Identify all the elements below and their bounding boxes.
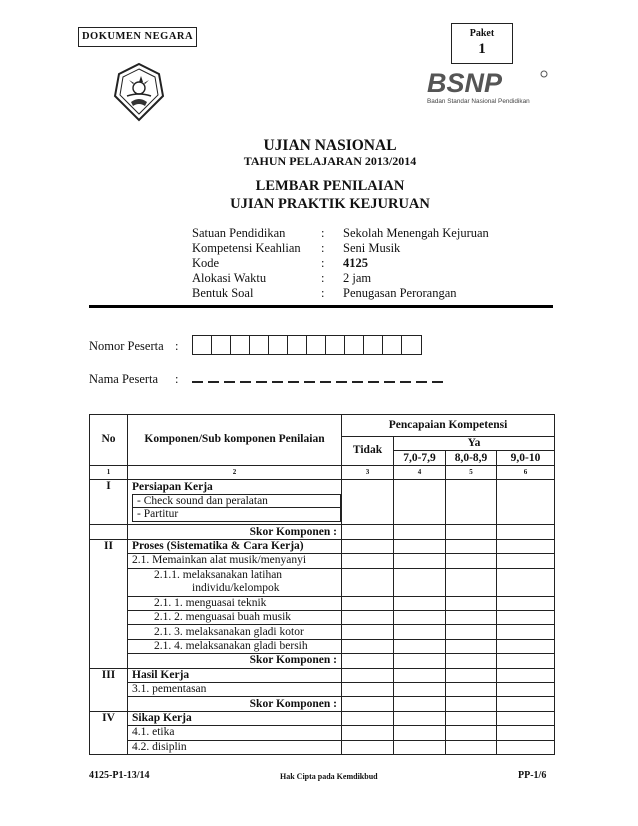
score-cell[interactable]	[497, 539, 555, 553]
info-key: Satuan Pendidikan	[192, 226, 286, 240]
paket-box	[451, 23, 513, 64]
paket-label: Paket	[469, 28, 495, 39]
info-key: Alokasi Waktu	[192, 271, 267, 285]
digit-box[interactable]	[288, 336, 307, 354]
score-cell[interactable]	[394, 740, 446, 754]
score-cell[interactable]	[394, 697, 446, 711]
score-cell[interactable]	[394, 480, 446, 525]
section-title: Hasil Kerja	[128, 668, 342, 682]
item-label: - Partitur	[132, 508, 341, 522]
score-cell[interactable]	[446, 668, 497, 682]
item-label: 2.1. 2. menguasai buah musik	[128, 611, 342, 625]
info-sep: :	[321, 286, 325, 300]
header-range: 7,0-7,9	[394, 451, 446, 465]
table-row	[128, 494, 342, 508]
header-ya: Ya	[394, 437, 555, 451]
section-number: III	[90, 668, 128, 711]
empty-cell	[90, 525, 128, 539]
info-row	[192, 241, 522, 256]
item-label: 3.1. pementasan	[128, 682, 342, 696]
nomor-peserta-sep: :	[175, 339, 179, 353]
info-row	[192, 286, 522, 301]
digit-box[interactable]	[364, 336, 383, 354]
score-cell[interactable]	[394, 539, 446, 553]
score-cell[interactable]	[497, 682, 555, 696]
footer-copyright: Hak Cipta pada Kemdikbud	[280, 772, 378, 781]
assessment-table	[89, 414, 555, 755]
skor-label: Skor Komponen :	[128, 697, 342, 711]
score-cell[interactable]	[497, 654, 555, 668]
item-label-line1: 2.1.1. melaksanakan latihan	[154, 569, 283, 582]
nomor-peserta-boxes[interactable]	[192, 335, 422, 355]
header-range: 8,0-8,9	[446, 451, 497, 465]
score-cell[interactable]	[394, 596, 446, 610]
score-cell[interactable]	[497, 697, 555, 711]
score-cell[interactable]	[342, 625, 394, 639]
score-cell[interactable]	[342, 697, 394, 711]
info-sep: :	[321, 256, 325, 270]
score-cell[interactable]	[497, 596, 555, 610]
info-value: Sekolah Menengah Kejuruan	[343, 226, 489, 240]
score-cell[interactable]	[342, 740, 394, 754]
score-cell[interactable]	[342, 654, 394, 668]
info-value: 2 jam	[343, 271, 372, 285]
item-label: 2.1. 3. melaksanakan gladi kotor	[128, 625, 342, 639]
item-label: - Check sound dan peralatan	[132, 494, 341, 508]
score-cell[interactable]	[446, 525, 497, 539]
info-row	[192, 226, 522, 241]
score-cell[interactable]	[446, 639, 497, 653]
score-cell[interactable]	[446, 726, 497, 740]
score-cell[interactable]	[446, 596, 497, 610]
score-cell[interactable]	[342, 668, 394, 682]
section-number: I	[90, 480, 128, 525]
score-cell[interactable]	[342, 596, 394, 610]
score-cell[interactable]	[497, 625, 555, 639]
subsection-label: 2.1. Memainkan alat musik/menyanyi	[128, 554, 342, 568]
info-row	[192, 256, 522, 271]
skor-label: Skor Komponen :	[128, 525, 342, 539]
info-value: Penugasan Perorangan	[343, 286, 457, 300]
table-row	[128, 508, 342, 525]
info-key: Kode	[192, 256, 220, 270]
section-number: II	[90, 539, 128, 668]
paket-number: 1	[478, 41, 486, 57]
exam-year: TAHUN PELAJARAN 2013/2014	[243, 154, 417, 168]
divider	[89, 305, 553, 308]
score-cell[interactable]	[497, 726, 555, 740]
score-cell[interactable]	[342, 711, 394, 725]
nama-peserta-label: Nama Peserta	[89, 372, 159, 386]
column-number: 4	[394, 465, 446, 479]
score-cell[interactable]	[446, 654, 497, 668]
score-cell[interactable]	[394, 568, 446, 596]
header-komponen: Komponen/Sub komponen Penilaian	[128, 415, 342, 466]
score-cell[interactable]	[446, 480, 497, 525]
nama-peserta-line[interactable]	[192, 381, 443, 383]
score-cell[interactable]	[342, 726, 394, 740]
exam-info	[192, 226, 522, 301]
score-cell[interactable]	[446, 539, 497, 553]
header-range: 9,0-10	[497, 451, 555, 465]
column-number: 2	[128, 465, 342, 479]
header-tidak: Tidak	[342, 437, 394, 466]
info-value: 4125	[343, 256, 368, 270]
score-cell[interactable]	[497, 525, 555, 539]
score-cell[interactable]	[446, 740, 497, 754]
score-cell[interactable]	[497, 711, 555, 725]
item-label: 4.1. etika	[128, 726, 342, 740]
score-cell[interactable]	[342, 639, 394, 653]
score-cell[interactable]	[342, 525, 394, 539]
skor-label: Skor Komponen :	[128, 654, 342, 668]
score-cell[interactable]	[497, 480, 555, 525]
score-cell[interactable]	[342, 539, 394, 553]
nama-peserta-sep: :	[175, 372, 179, 386]
column-number: 3	[342, 465, 394, 479]
score-cell[interactable]	[394, 668, 446, 682]
item-label	[128, 568, 342, 596]
footer-code: 4125-P1-13/14	[89, 770, 150, 781]
score-cell[interactable]	[446, 711, 497, 725]
digit-box[interactable]	[269, 336, 288, 354]
score-cell[interactable]	[497, 740, 555, 754]
score-cell[interactable]	[446, 568, 497, 596]
column-number-row	[90, 465, 555, 479]
info-key: Kompetensi Keahlian	[192, 241, 301, 255]
item-label: 4.2. disiplin	[128, 740, 342, 754]
score-cell[interactable]	[497, 668, 555, 682]
info-key: Bentuk Soal	[192, 286, 254, 300]
score-cell[interactable]	[342, 568, 394, 596]
digit-box[interactable]	[345, 336, 364, 354]
document-classification: DOKUMEN NEGARA	[78, 27, 197, 47]
digit-box[interactable]	[383, 336, 402, 354]
digit-box[interactable]	[193, 336, 212, 354]
score-cell[interactable]	[394, 625, 446, 639]
score-cell[interactable]	[446, 611, 497, 625]
item-label: 2.1. 4. melaksanakan gladi bersih	[128, 639, 342, 653]
digit-box[interactable]	[212, 336, 231, 354]
section-title: Persiapan Kerja	[128, 480, 342, 494]
score-cell[interactable]	[394, 639, 446, 653]
score-cell[interactable]	[394, 711, 446, 725]
digit-box[interactable]	[402, 336, 421, 354]
bsnp-logo	[425, 68, 553, 106]
info-sep: :	[321, 226, 325, 240]
exam-title: UJIAN NASIONAL	[263, 137, 397, 154]
bsnp-logo-text: BSNP	[427, 68, 503, 98]
digit-box[interactable]	[250, 336, 269, 354]
column-number: 6	[497, 465, 555, 479]
score-cell[interactable]	[497, 554, 555, 568]
info-sep: :	[321, 241, 325, 255]
header-no: No	[90, 415, 128, 466]
column-number: 1	[90, 465, 128, 479]
score-cell[interactable]	[446, 697, 497, 711]
score-cell[interactable]	[497, 611, 555, 625]
info-value: Seni Musik	[343, 241, 401, 255]
score-cell[interactable]	[446, 625, 497, 639]
score-cell[interactable]	[446, 682, 497, 696]
sheet-subtitle: UJIAN PRAKTIK KEJURUAN	[230, 196, 430, 212]
section-title: Proses (Sistematika & Cara Kerja)	[128, 539, 342, 553]
column-number: 5	[446, 465, 497, 479]
section-title: Sikap Kerja	[128, 711, 342, 725]
info-row	[192, 271, 522, 286]
score-cell[interactable]	[342, 611, 394, 625]
score-cell[interactable]	[342, 554, 394, 568]
sheet-title: LEMBAR PENILAIAN	[255, 178, 405, 194]
score-cell[interactable]	[394, 554, 446, 568]
item-label: 2.1. 1. menguasai teknik	[128, 596, 342, 610]
score-cell[interactable]	[497, 639, 555, 653]
nomor-peserta-label: Nomor Peserta	[89, 339, 164, 353]
footer-page: PP-1/6	[518, 770, 547, 781]
score-cell[interactable]	[394, 525, 446, 539]
digit-box[interactable]	[231, 336, 250, 354]
section-number: IV	[90, 711, 128, 754]
score-cell[interactable]	[342, 480, 394, 525]
score-cell[interactable]	[394, 682, 446, 696]
digit-box[interactable]	[307, 336, 326, 354]
tut-wuri-handayani-logo	[103, 62, 175, 122]
info-sep: :	[321, 271, 325, 285]
score-cell[interactable]	[342, 682, 394, 696]
bsnp-subtitle: Badan Standar Nasional Pendidikan	[427, 98, 530, 105]
header-pencapaian: Pencapaian Kompetensi	[342, 415, 555, 437]
score-cell[interactable]	[446, 554, 497, 568]
item-label-line2: individu/kelompok	[192, 582, 280, 595]
score-cell[interactable]	[394, 654, 446, 668]
score-cell[interactable]	[394, 726, 446, 740]
score-cell[interactable]	[394, 611, 446, 625]
score-cell[interactable]	[497, 568, 555, 596]
digit-box[interactable]	[326, 336, 345, 354]
